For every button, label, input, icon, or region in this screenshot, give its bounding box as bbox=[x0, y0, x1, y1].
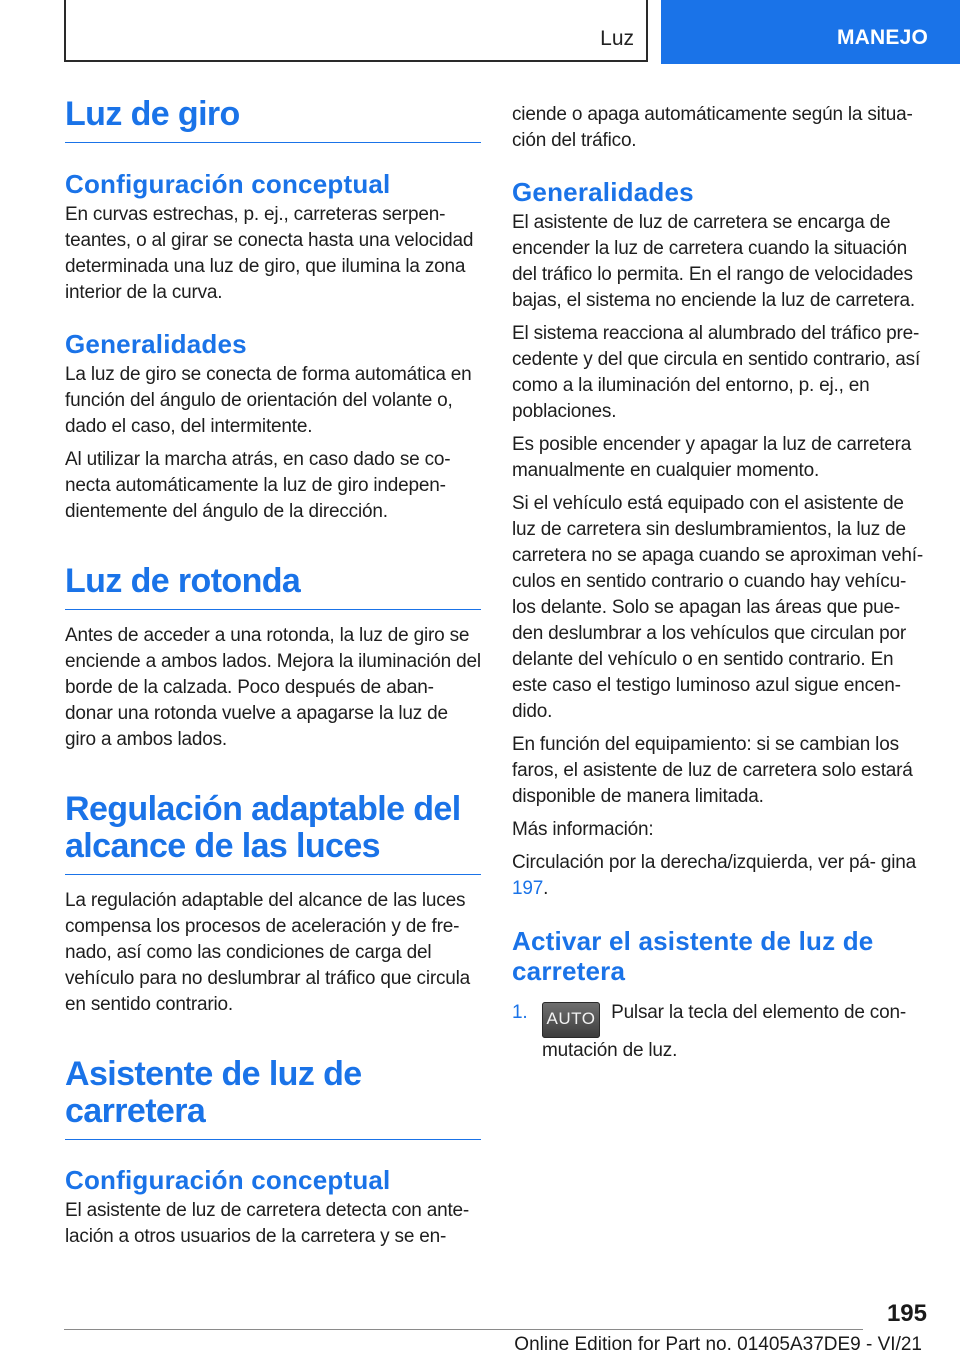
cross-reference-period: . bbox=[543, 878, 549, 899]
heading-turn-light: Luz de giro bbox=[65, 96, 481, 143]
page-number: 195 bbox=[886, 1300, 927, 1327]
page-link-197[interactable]: 197 bbox=[512, 878, 544, 899]
paragraph-turn-concept: En curvas estrechas, p. ej., carreteras serpen‐ teantes, o al girar se conecta hasta una velocidad determinada una luz de giro, que ilumina la zona interior de la curva. bbox=[65, 204, 474, 303]
paragraph-more-info: Más información: bbox=[512, 819, 654, 840]
header-section-box bbox=[64, 0, 648, 62]
paragraph-adaptive-range: La regulación adaptable del alcance de las luces compensa los procesos de aceleración y de fre‐ nado, así como las condiciones de carga del vehículo para no deslumbrar al tráfico que circula en sentido contrario. bbox=[65, 890, 471, 1015]
edition-note: Online Edition for Part no. 01405A37DE9 - VI/21 bbox=[514, 1334, 922, 1355]
left-column bbox=[65, 96, 481, 1250]
paragraph-highbeam-continued: ciende o apaga automáticamente según la situa‐ ción del tráfico. bbox=[512, 104, 913, 151]
instruction-step-1 bbox=[512, 1000, 928, 1064]
subheading-highbeam-concept: Configuración conceptual bbox=[65, 1165, 391, 1195]
heading-roundabout-light: Luz de rotonda bbox=[65, 563, 481, 610]
paragraph-highbeam-general-3: Es posible encender y apagar la luz de carretera manualmente en cualquier momento. bbox=[512, 434, 912, 481]
paragraph-highbeam-general-1: El asistente de luz de carretera se encarga de encender la luz de carretera cuando la situación del tráfico lo permita. En el rango de velocidades bajas, el sistema no enciende la luz de carretera. bbox=[512, 212, 915, 311]
paragraph-highbeam-general-2: El sistema reacciona al alumbrado del tráfico pre‐ cedente y del que circula en sentido contrario, así como a la iluminación del entorno, p. ej., en poblaciones. bbox=[512, 323, 921, 422]
paragraph-highbeam-general-4: Si el vehículo está equipado con el asistente de luz de carretera sin deslumbramientos, la luz de carretera no se apaga cuando se aproximan vehí‐ culos en sentido contrario o cuando hay vehícu‐ los delante. Solo se apagan las áreas que pue‐ den deslumbrar a los vehículos que circulan por delante del vehículo o en sentido contrario. En este caso el testigo luminoso azul sigue encen‐ dido. bbox=[512, 493, 923, 722]
paragraph-turn-general-2: Al utilizar la marcha atrás, en caso dado se co‐ necta automáticamente la luz de giro indepen‐ dientemente del ángulo de la dirección. bbox=[65, 449, 451, 522]
paragraph-highbeam-general-5: En función del equipamiento: si se cambian los faros, el asistente de luz de carretera solo estará disponible de manera limitada. bbox=[512, 734, 913, 807]
header-chapter-tab[interactable]: MANEJO bbox=[661, 0, 960, 64]
subheading-turn-concept: Configuración conceptual bbox=[65, 169, 391, 199]
paragraph-cross-reference bbox=[512, 850, 928, 902]
heading-highbeam-assistant: Asistente de luz de carretera bbox=[65, 1056, 481, 1140]
step-1-text: Pulsar la tecla del elemento de con‐ mutación de luz. bbox=[542, 1002, 906, 1061]
step-number: 1. bbox=[512, 1002, 528, 1023]
subheading-turn-general: Generalidades bbox=[65, 329, 247, 359]
auto-button-icon: AUTO bbox=[542, 1002, 600, 1038]
subheading-highbeam-general: Generalidades bbox=[512, 177, 694, 207]
right-column bbox=[512, 96, 928, 1064]
cross-reference-text: Circulación por la derecha/izquierda, ver pá‐ gina bbox=[512, 852, 917, 873]
paragraph-turn-general-1: La luz de giro se conecta de forma automática en función del ángulo de orientación del volante o, dado el caso, del intermitente. bbox=[65, 364, 472, 437]
paragraph-roundabout: Antes de acceder a una rotonda, la luz de giro se enciende a ambos lados. Mejora la iluminación del borde de la calzada. Poco después de aban‐ donar una rotonda vuelve a apagarse la luz de giro a ambos lados. bbox=[65, 625, 481, 750]
footer-divider bbox=[64, 1329, 863, 1330]
paragraph-highbeam-concept: El asistente de luz de carretera detecta con ante‐ lación a otros usuarios de la carretera y se en‐ bbox=[65, 1200, 470, 1247]
subheading-activate-highbeam: Activar el asistente de luz de carretera bbox=[512, 926, 874, 986]
header-section-title: Luz bbox=[600, 27, 634, 50]
heading-adaptive-range: Regulación adaptable del alcance de las luces bbox=[65, 791, 481, 875]
